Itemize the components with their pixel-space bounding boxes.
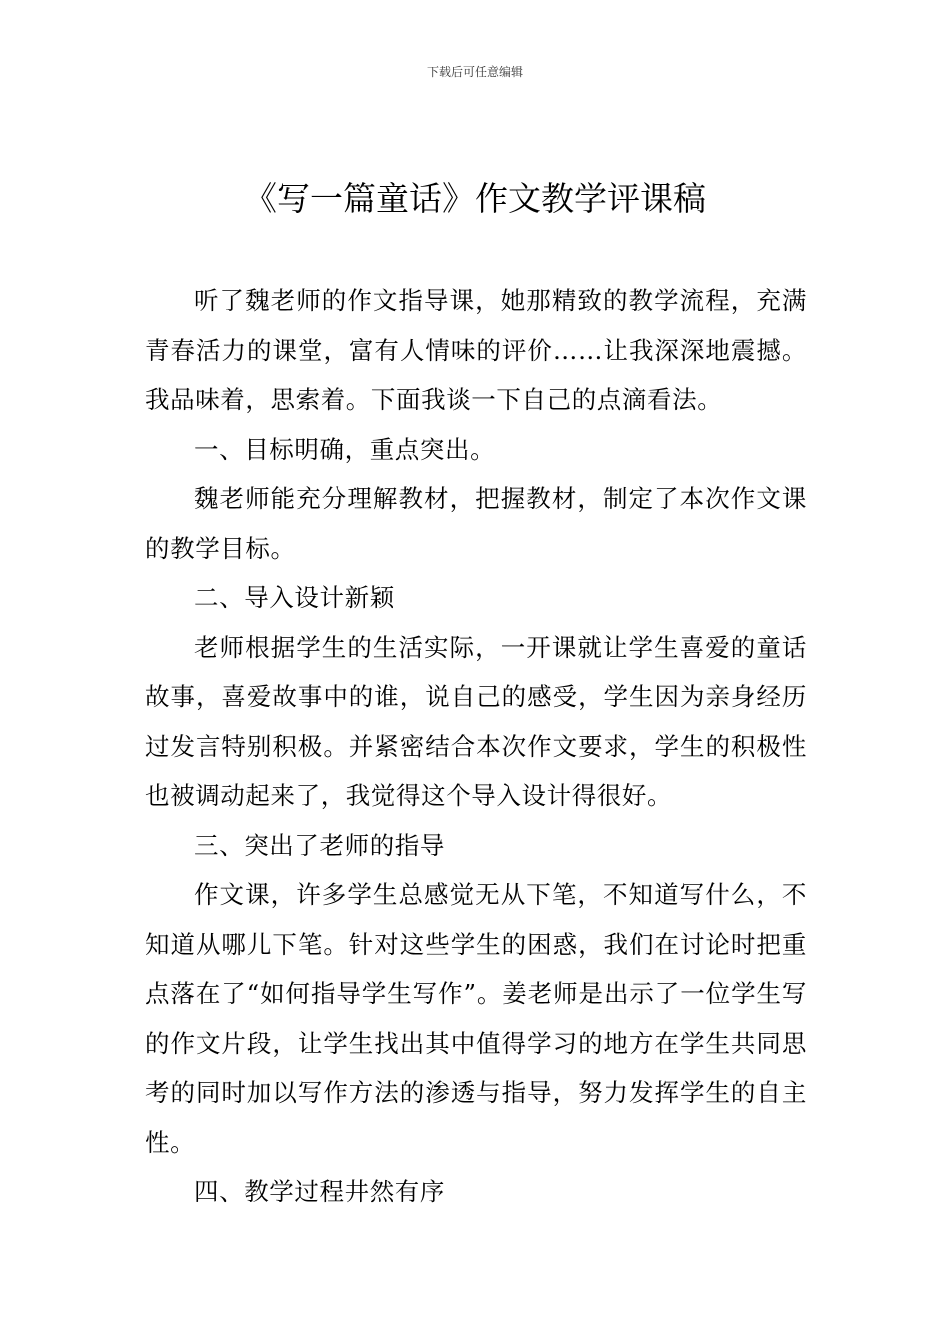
paragraph-section-1: 魏老师能充分理解教材，把握教材，制定了本次作文课的教学目标。 [145,484,807,563]
section-heading-1: 一、目标明确，重点突出。 [194,434,496,464]
document-body [145,276,807,1217]
header-note: 下载后可任意编辑 [426,65,523,79]
document-title: 《写一篇童话》作文教学评课稿 [244,179,706,218]
section-heading-3: 三、突出了老师的指导 [194,830,445,860]
section-heading-2: 二、导入设计新颖 [194,583,395,612]
paragraph-section-2: 老师根据学生的生活实际，一开课就让学生喜爱的童话故事，喜爱故事中的谁，说自己的感受，学生因为亲身经历过发言特别积极。并紧密结合本次作文要求，学生的积极性也被调动起来了，我觉得这个导入设计得很好。 [145,632,807,810]
paragraph-section-3: 作文课，许多学生总感觉无从下笔，不知道写什么，不知道从哪儿下笔。针对这些学生的困惑，我们在讨论时把重点落在了“如何指导学生写作”。姜老师是出示了一位学生写的作文片段，让学生找出其中值得学习的地方在学生共同思考的同时加以写作方法的渗透与指导，努力发挥学生的自主性。 [145,880,807,1157]
paragraph-intro: 听了魏老师的作文指导课，她那精致的教学流程，充满青春活力的课堂，富有人情味的评价……让我深深地震撼。我品味着，思索着。下面我谈一下自己的点滴看法。 [145,286,807,414]
section-heading-4: 四、教学过程井然有序 [194,1177,445,1206]
